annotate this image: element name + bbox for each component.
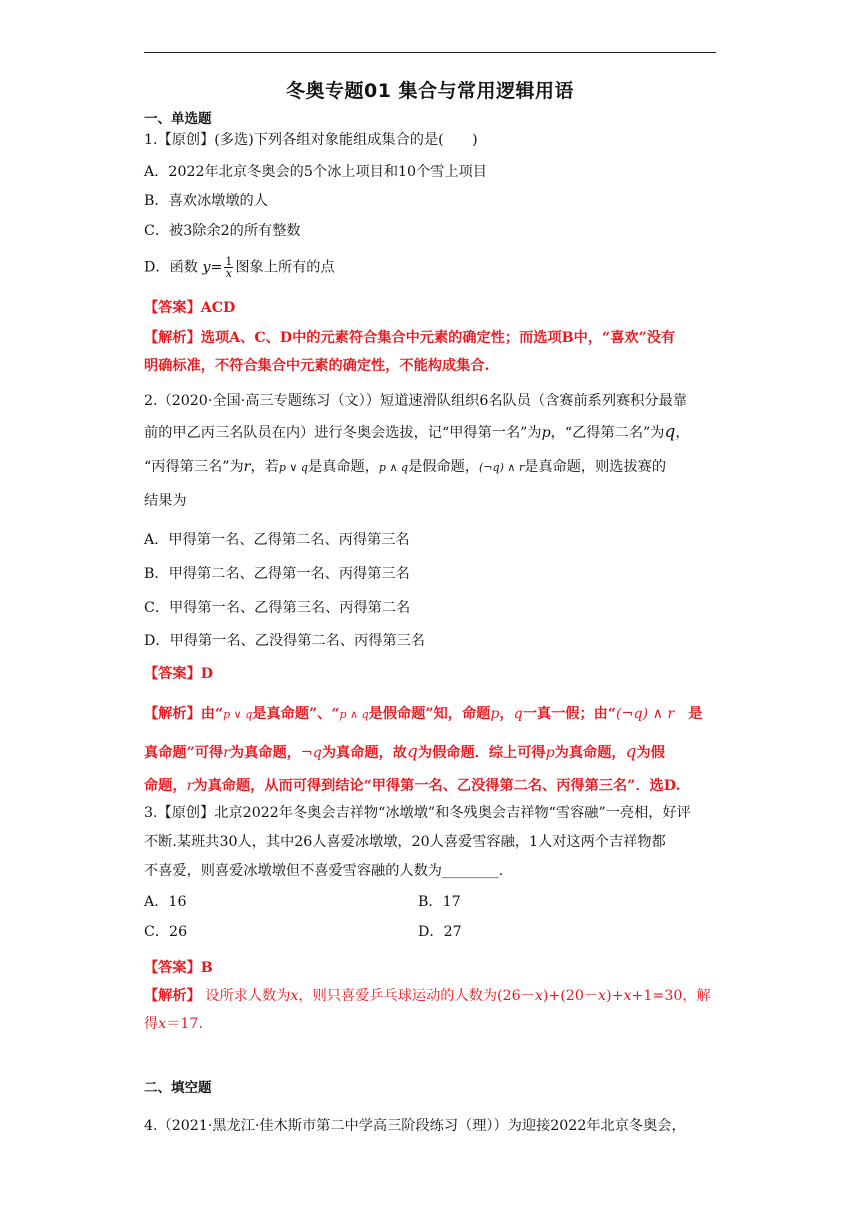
q2-var-p: p xyxy=(541,425,551,441)
q3-options-row1 xyxy=(144,892,187,912)
q1-explanation-line1: 【解析】选项A、C、D中的元素符合集合中元素的确定性；而选项B中，“喜欢”没有 xyxy=(144,330,676,346)
header-rule xyxy=(144,52,716,53)
q3-answer: 【答案】B xyxy=(144,960,213,976)
q3-explanation-line1: 【解析】 设所求人数为x，则只喜爱乒乓球运动的人数为(26－x)+(20－x)+x+1=30，解 xyxy=(144,988,711,1004)
q1-fraction-denominator: x xyxy=(225,267,232,280)
q3-explanation-label: 【解析】 xyxy=(144,988,201,1004)
q4-stem-line1: 4.（2021·黑龙江·佳木斯市第二中学高三阶段练习（理））为迎接2022年北京冬奥会， xyxy=(144,1118,686,1134)
q2-p-and-q: p ∧ q xyxy=(378,461,409,474)
q2-answer: 【答案】D xyxy=(144,666,214,682)
q1-option-d-suffix: 图象上所有的点 xyxy=(235,259,335,276)
q1-option-d-y: y xyxy=(202,259,211,276)
q1-answer: 【答案】ACD xyxy=(144,300,236,316)
q3-explanation-line2: 得x＝17. xyxy=(144,1016,203,1032)
page-title: 冬奥专题01 集合与常用逻辑用语 xyxy=(285,80,575,102)
q1-option-d-prefix: D．函数 xyxy=(144,259,203,276)
q1-option-d-fraction xyxy=(224,256,233,279)
q3-option-b: B．17 xyxy=(418,894,461,910)
q3-option-c: C．26 xyxy=(144,924,188,940)
q3-stem-line1: 3.【原创】北京2022年冬奥会吉祥物“冰墩墩”和冬残奥会吉祥物“雪容融”一亮相，好评 xyxy=(144,805,691,821)
q2-explanation-line1: 【解析】由“p ∨ q是真命题”、“p ∧ q是假命题”知，命题p，q一真一假；由“(¬q) ∧ r 是 xyxy=(144,706,703,722)
q1-explanation-label: 【解析】 xyxy=(144,330,201,346)
q2-option-d: D．甲得第一名、乙没得第二名、丙得第三名 xyxy=(144,633,425,649)
q3-stem-line2: 不断.某班共30人，其中26人喜爱冰墩墩，20人喜爱雪容融，1人对这两个吉祥物都 xyxy=(144,834,666,850)
q1-option-d-eq: = xyxy=(210,259,223,276)
q1-explanation-line2: 明确标准，不符合集合中元素的确定性，不能构成集合. xyxy=(144,358,490,374)
q2-explanation-line2: 真命题”可得r为真命题，¬q为真命题，故q为假命题．综上可得p为真命题，q为假 xyxy=(144,742,665,762)
q1-fraction-numerator: 1 xyxy=(225,255,233,268)
section-heading-fill-blank: 二、填空题 xyxy=(144,1080,212,1096)
q2-stem-line1: 2.（2020·全国·高三专题练习（文））短道速滑队组织6名队员（含赛前系列赛积分最靠 xyxy=(144,393,687,409)
q1-option-b: B．喜欢冰墩墩的人 xyxy=(144,193,268,209)
q1-option-c: C．被3除余2的所有整数 xyxy=(144,223,301,239)
q3-option-a: A．16 xyxy=(144,894,187,910)
q2-stem-line3: “丙得第三名”为r，若p ∨ q是真命题，p ∧ q是假命题，(¬q) ∧ r是真命题，则选拔赛的 xyxy=(144,459,667,475)
q2-stem-line2: 前的甲乙丙三名队员在内）进行冬奥会选拔，记“甲得第一名”为p，“乙得第二名”为q， xyxy=(144,422,690,442)
q2-var-r: r xyxy=(243,459,251,475)
q3-option-d: D．27 xyxy=(418,924,462,940)
q2-var-q: q xyxy=(664,422,676,442)
q2-not-q-and-r: (¬q) ∧ r xyxy=(479,461,525,474)
section-heading-single-choice: 一、单选题 xyxy=(144,111,212,127)
q2-stem-line4: 结果为 xyxy=(144,493,187,509)
q1-option-a: A．2022年北京冬奥会的5个冰上项目和10个雪上项目 xyxy=(144,164,487,180)
q3-stem-line3: 不喜爱，则喜爱冰墩墩但不喜爱雪容融的人数为________. xyxy=(144,863,504,879)
q2-option-b: B．甲得第二名、乙得第一名、丙得第三名 xyxy=(144,566,410,582)
q1-option-d xyxy=(144,256,335,279)
q1-stem: 1.【原创】(多选)下列各组对象能组成集合的是( ) xyxy=(144,132,478,148)
q2-explanation-line3: 命题，r为真命题，从而可得到结论“甲得第一名、乙没得第二名、丙得第三名”．选D. xyxy=(144,778,681,794)
q2-option-a: A．甲得第一名、乙得第二名、丙得第三名 xyxy=(144,532,410,548)
q2-p-or-q: p ∨ q xyxy=(278,461,308,474)
q2-option-c: C．甲得第一名、乙得第三名、丙得第二名 xyxy=(144,600,411,616)
